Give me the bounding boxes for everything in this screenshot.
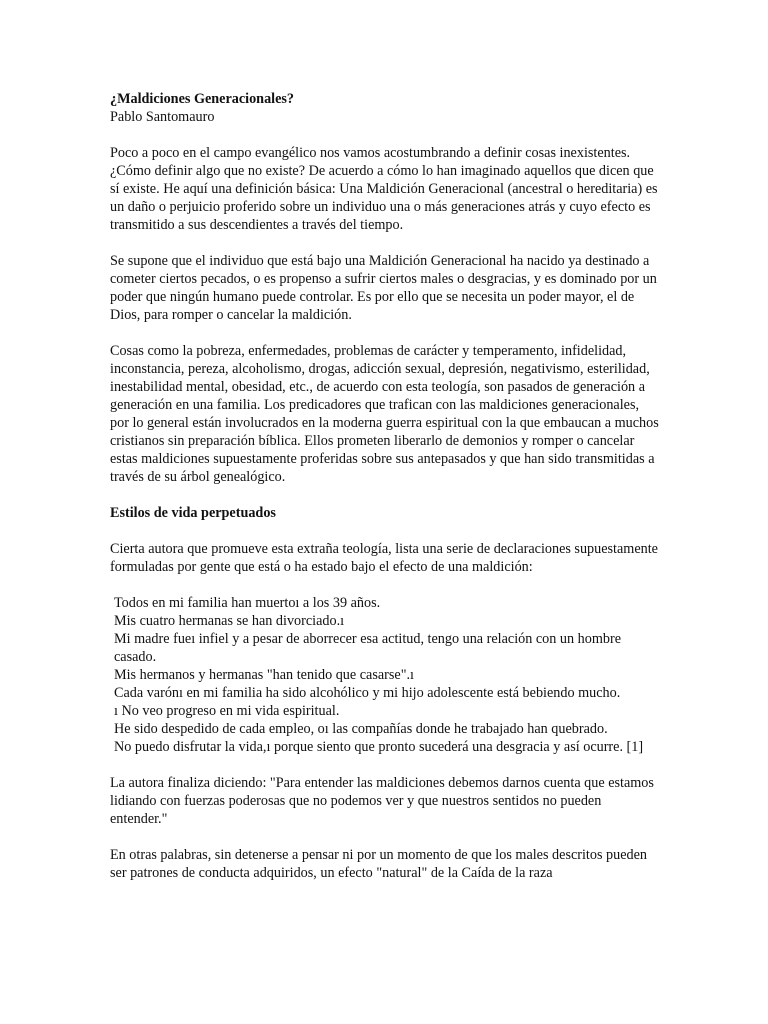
paragraph-examples: Cosas como la pobreza, enfermedades, problemas de carácter y temperamento, infidelidad, inconstancia, pereza, alcoholismo, drogas, adicción sexual, depresión, negativismo, esterilidad, inestabilidad mental, obesidad, etc., de acuerdo con esta teología, son pasados de generación a generación en una familia. Los predicadores que trafican con las maldiciones generacionales, por lo general están involucrados en la moderna guerra espiritual con la que embaucan a muchos cristianos sin preparación bíblica. Ellos prometen liberarlo de demonios y romper o cancelar estas maldiciones supuestamente proferidas sobre sus antepasados y que han sido transmitidas a través de su árbol genealógico. (110, 343, 659, 485)
paragraph-in-other-words: En otras palabras, sin detenerse a pensar ni por un momento de que los males descritos pueden ser patrones de conducta adquiridos, un efecto "natural" de la Caída de la raza (110, 847, 647, 881)
list-item: Mis hermanos y hermanas "han tenido que casarse".ı (114, 667, 414, 683)
paragraph-definition: Poco a poco en el campo evangélico nos vamos acostumbrando a definir cosas inexistentes. ¿Cómo definir algo que no existe? De acuerdo a cómo lo han imaginado aquellos que dicen que sí existe. He aquí una definición básica: Una Maldición Generacional (ancestral o hereditaria) es un daño o perjuicio proferido sobre un individuo una o más generaciones atrás y cuyo efecto es transmitido a sus descendientes a través del tiempo. (110, 145, 658, 233)
document-author: Pablo Santomauro (110, 109, 215, 125)
list-item: Mi madre fueı infiel y a pesar de aborrecer esa actitud, tengo una relación con un hombre casado. (114, 631, 621, 665)
paragraph-author-conclusion: La autora finaliza diciendo: "Para entender las maldiciones debemos darnos cuenta que estamos lidiando con fuerzas poderosas que no podemos ver y que nuestros sentidos no pueden entender." (110, 775, 654, 827)
document-page (110, 90, 660, 882)
list-item: Todos en mi familia han muertoı a los 39 años. (114, 595, 381, 611)
list-item: Mis cuatro hermanas se han divorciado.ı (114, 613, 345, 629)
list-item: ı No veo progreso en mi vida espiritual. (114, 703, 340, 719)
section-heading: Estilos de vida perpetuados (110, 505, 276, 521)
list-item: No puedo disfrutar la vida,ı porque siento que pronto sucederá una desgracia y así ocurre. [1] (114, 739, 644, 755)
declarations-list (110, 594, 660, 756)
list-item: Cada varónı en mi familia ha sido alcohólico y mi hijo adolescente está bebiendo mucho. (114, 685, 621, 701)
paragraph-destined: Se supone que el individuo que está bajo una Maldición Generacional ha nacido ya destinado a cometer ciertos pecados, o es propenso a sufrir ciertos males o desgracias, y es dominado por un poder que ningún humano puede controlar. Es por ello que se necesita un poder mayor, el de Dios, para romper o cancelar la maldición. (110, 253, 657, 323)
document-title: ¿Maldiciones Generacionales? (110, 91, 295, 107)
list-item: He sido despedido de cada empleo, oı las compañías donde he trabajado han quebrado. (114, 721, 608, 737)
paragraph-section-intro: Cierta autora que promueve esta extraña teología, lista una serie de declaraciones supuestamente formuladas por gente que está o ha estado bajo el efecto de una maldición: (110, 541, 658, 575)
